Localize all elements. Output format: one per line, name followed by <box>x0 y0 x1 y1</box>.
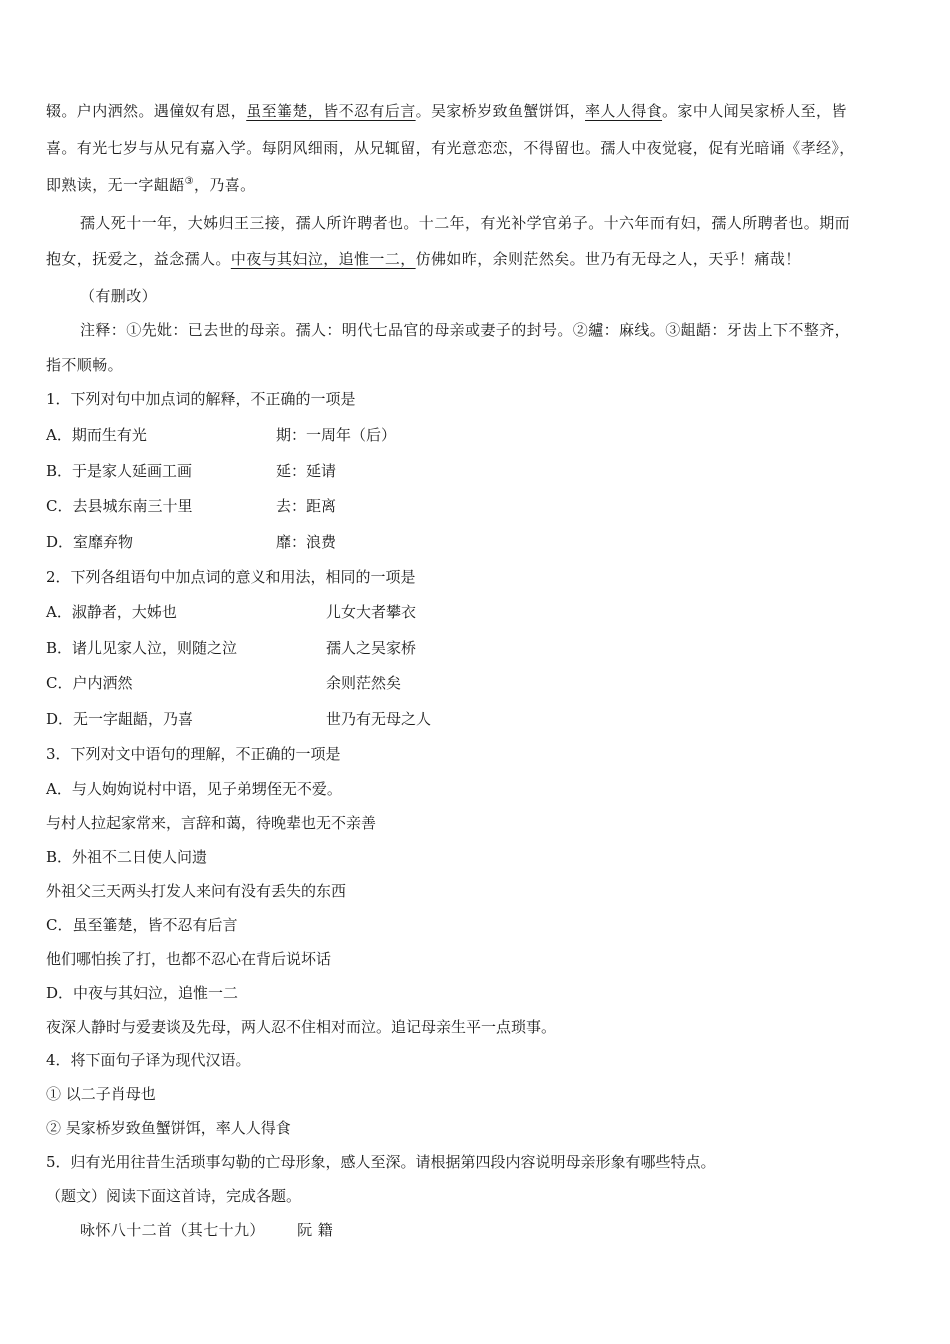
annotation-note: 指不顺畅。 <box>46 356 124 374</box>
q3-option-d-explanation: 夜深人静时与爱妻谈及先母，两人忍不住相对而泣。追记母亲生平一点琐事。 <box>46 1018 557 1036</box>
q3-option-b-explanation: 外祖父三天两头打发人来问有没有丢失的东西 <box>46 882 347 900</box>
q3-option-a-explanation: 与村人拉起家常来，言辞和蔼，待晚辈也无不亲善 <box>46 814 377 832</box>
q3-option-b[interactable]: B．外祖不二日使人问遗 <box>46 848 208 866</box>
passage-line <box>46 248 904 270</box>
question-1-stem: 1．下列对句中加点词的解释，不正确的一项是 <box>46 390 356 408</box>
question-5-stem: 5．归有光用往昔生活琐事勾勒的亡母形象，感人至深。请根据第四段内容说明母亲形象有哪些特点。 <box>46 1153 716 1171</box>
underlined-sentence: 率人人得食 <box>585 102 663 120</box>
passage-text: ，乃喜。 <box>193 176 256 194</box>
revision-note: （有删改） <box>80 287 158 305</box>
underlined-sentence: 虽至箠楚，皆不忍有后言 <box>246 102 416 120</box>
poem-heading <box>80 1219 938 1241</box>
underlined-sentence: 中夜与其妇泣，追惟一二， <box>230 250 416 268</box>
poem-section-intro: （题文）阅读下面这首诗，完成各题。 <box>46 1187 302 1205</box>
q1-option-c[interactable]: C．去县城东南三十里 去：距离 <box>46 497 337 515</box>
q2-option-b[interactable]: B．诸儿见家人泣，则随之泣 孺人之吴家桥 <box>46 639 417 657</box>
q3-option-a[interactable]: A．与人姁姁说村中语，见子弟甥侄无不爱。 <box>46 780 342 798</box>
passage-text: 抱女，抚爱之，益念孺人。 <box>46 250 231 268</box>
q1-option-d[interactable]: D．室靡弃物 靡：浪费 <box>46 533 337 551</box>
question-4-stem: 4．将下面句子译为现代汉语。 <box>46 1051 251 1069</box>
question-3-stem: 3．下列对文中语句的理解，不正确的一项是 <box>46 745 341 763</box>
annotation-note: 注释：①先妣：已去世的母亲。孺人：明代七品官的母亲或妻子的封号。②纑：麻线。③龃龉：牙齿上下不整齐， <box>80 321 851 339</box>
q1-option-b[interactable]: B．于是家人延画工画 延：延请 <box>46 462 337 480</box>
passage-text: 。吴家桥岁致鱼蟹饼饵， <box>415 102 586 120</box>
question-2-stem: 2．下列各组语句中加点词的意义和用法，相同的一项是 <box>46 568 416 586</box>
q4-item-2: ② 吴家桥岁致鱼蟹饼饵，率人人得食 <box>46 1119 291 1137</box>
q3-option-d[interactable]: D．中夜与其妇泣，追惟一二 <box>46 984 239 1002</box>
poem-title: 咏怀八十二首（其七十九） <box>80 1221 265 1239</box>
passage-text: 仿佛如昨，余则茫然矣。世乃有无母之人，天乎！痛哉！ <box>415 250 801 268</box>
footnote-marker: ③ <box>184 176 194 187</box>
q2-option-c[interactable]: C．户内洒然 余则茫然矣 <box>46 674 402 692</box>
q4-item-1: ① 以二子肖母也 <box>46 1085 156 1103</box>
passage-text: 。家中人闻吴家桥人至，皆 <box>662 102 847 120</box>
passage-line <box>46 174 904 196</box>
q2-option-d[interactable]: D．无一字龃龉，乃喜 世乃有无母之人 <box>46 710 432 728</box>
q1-option-a[interactable]: A．期而生有光 期：一周年（后） <box>46 426 397 444</box>
passage-text: 辍。户内洒然。遇僮奴有恩， <box>46 102 247 120</box>
passage-paragraph-start: 孺人死十一年，大姊归王三接，孺人所许聘者也。十二年，有光补学官弟子。十六年而有妇，孺人所聘者也。期而 <box>80 214 851 232</box>
q3-option-c[interactable]: C．虽至箠楚，皆不忍有后言 <box>46 916 238 934</box>
q3-option-c-explanation: 他们哪怕挨了打，也都不忍心在背后说坏话 <box>46 950 332 968</box>
passage-line <box>46 100 904 122</box>
q2-option-a[interactable]: A．淑静者，大姊也 儿女大者攀衣 <box>46 603 417 621</box>
passage-text: 即熟读，无一字龃龉 <box>46 176 185 194</box>
passage-line: 喜。有光七岁与从兄有嘉入学。每阴风细雨，从兄辄留，有光意恋恋，不得留也。孺人中夜觉寝，促有光暗诵《孝经》， <box>46 139 855 157</box>
poem-author: 阮 籍 <box>297 1221 334 1239</box>
